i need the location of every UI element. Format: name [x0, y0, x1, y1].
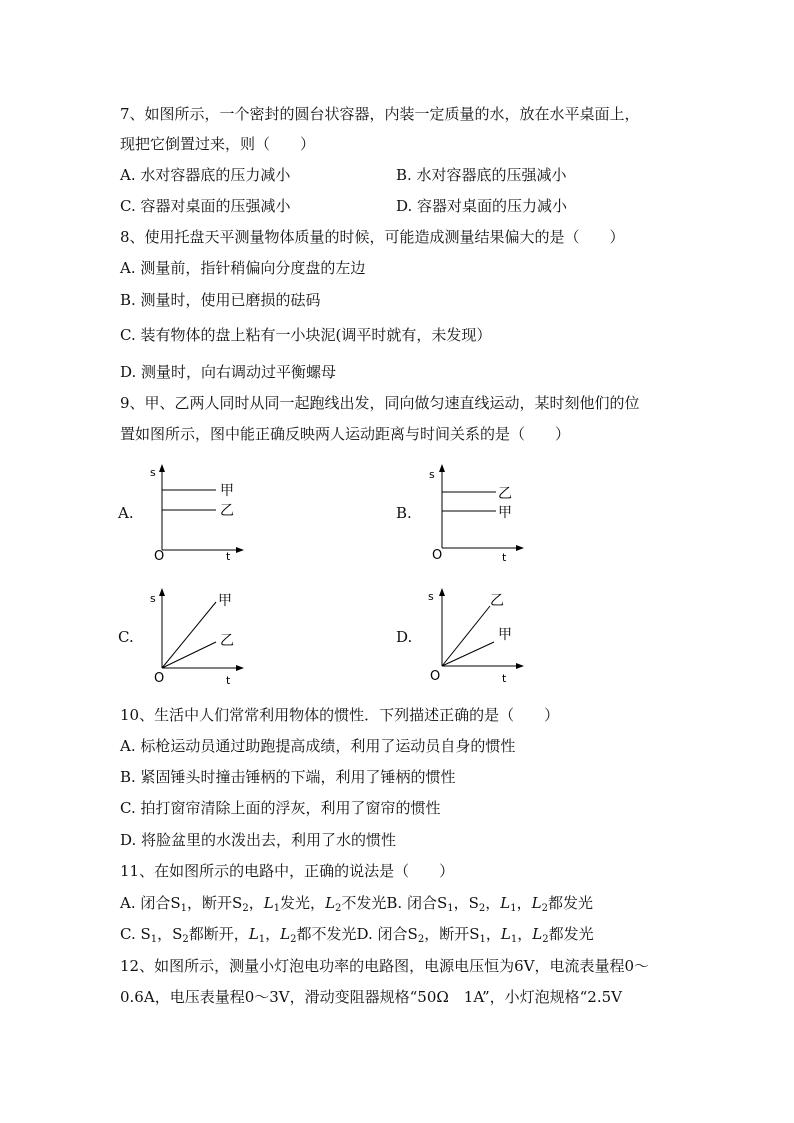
graph-a	[148, 462, 258, 562]
q7-option-b: B. 水对容器底的压强减小	[396, 166, 567, 184]
lamp-l: L	[500, 925, 511, 943]
graph-b-origin-label: O	[432, 548, 443, 563]
q10-stem: 10、生活中人们常常利用物体的惯性．下列描述正确的是（ ）	[120, 706, 560, 724]
graph-d	[428, 586, 538, 686]
graph-d-x-axis-label: t	[502, 672, 507, 685]
lamp-l: L	[500, 894, 511, 912]
graph-d-upper-line	[442, 606, 490, 666]
subscript-1: 1	[180, 903, 188, 914]
q11-b-mid2: ，	[485, 894, 501, 912]
graph-c-x-axis-label: t	[226, 674, 231, 687]
lamp-l: L	[325, 894, 336, 912]
graph-b-upper-label: 乙	[498, 486, 512, 502]
subscript-2: 2	[335, 903, 342, 914]
q11-a-prefix: A. 闭合S	[120, 894, 181, 912]
graph-a-option-label: A.	[118, 504, 134, 522]
graph-b-option-label: B.	[396, 504, 412, 522]
subscript-1: 1	[510, 934, 518, 945]
graph-c	[148, 586, 258, 686]
q7-option-d: D. 容器对桌面的压力减小	[396, 197, 568, 215]
q11-d-mid: ，断开S	[424, 925, 480, 943]
subscript-1: 1	[479, 934, 486, 945]
graph-c-lower-line	[162, 642, 216, 668]
q11-d-tail: 都发光	[548, 925, 594, 943]
q11-options-ab	[120, 893, 593, 919]
lamp-l: L	[531, 894, 542, 912]
graph-c-origin-label: O	[154, 671, 165, 686]
graph-a-lower-label: 乙	[220, 503, 234, 519]
q11-b-mid1: ，S	[453, 894, 479, 912]
graph-c-option-label: C.	[118, 628, 134, 646]
subscript-2: 2	[417, 934, 425, 945]
q7-stem-line2: 现把它倒置过来，则（ ）	[120, 135, 316, 153]
graph-b-lower-label: 甲	[498, 505, 512, 521]
q8-stem: 8、使用托盘天平测量物体质量的时候，可能造成测量结果偏大的是（ ）	[120, 228, 625, 246]
q7-stem-line1: 7、如图所示，一个密封的圆台状容器，内装一定质量的水，放在水平桌面上，	[120, 105, 640, 123]
q11-c-mid2: 都断开，	[188, 925, 249, 943]
subscript-2: 2	[541, 903, 548, 914]
q9-stem-line2: 置如图所示，图中能正确反映两人运动距离与时间关系的是（ ）	[120, 425, 571, 443]
q7-option-a: A. 水对容器底的压力减小	[120, 166, 291, 184]
q10-option-a: A. 标枪运动员通过助跑提高成绩，利用了运动员自身的惯性	[120, 737, 516, 755]
q8-option-c: C. 装有物体的盘上粘有一小块泥(调平时就有，未发现）	[120, 326, 492, 344]
subscript-2: 2	[242, 903, 249, 914]
graph-d-y-axis-label: s	[428, 590, 434, 603]
q11-a-tail2: 不发光B. 闭合S	[341, 894, 448, 912]
graph-a-origin-label: O	[154, 549, 165, 564]
q11-a-tail1: 发光，	[280, 894, 326, 912]
lamp-l: L	[263, 894, 274, 912]
subscript-2: 2	[478, 903, 486, 914]
q8-option-b: B. 测量时，使用已磨损的砝码	[120, 291, 321, 309]
q10-option-c: C. 拍打窗帘清除上面的浮灰，利用了窗帘的惯性	[120, 799, 441, 817]
comma: ，	[516, 894, 532, 912]
subscript-1: 1	[258, 934, 266, 945]
graph-c-lower-label: 乙	[220, 633, 234, 649]
q7-option-c: C. 容器对桌面的压强减小	[120, 197, 291, 215]
graph-b-x-axis-label: t	[502, 551, 507, 564]
comma: ，	[517, 925, 533, 943]
subscript-2: 2	[182, 934, 189, 945]
subscript-2: 2	[542, 934, 549, 945]
q11-b-tail: 都发光	[548, 894, 594, 912]
comma: ，	[248, 894, 264, 912]
graph-b	[428, 462, 538, 562]
q8-option-a: A. 测量前，指针稍偏向分度盘的左边	[120, 259, 366, 277]
graph-d-lower-line	[442, 642, 494, 666]
graph-a-y-axis-label: s	[150, 466, 156, 479]
comma: ，	[485, 925, 501, 943]
q11-c-mid: ，S	[157, 925, 183, 943]
graph-c-upper-line	[162, 602, 216, 668]
q11-c-tail: 都不发光D. 闭合S	[296, 925, 418, 943]
graph-d-lower-label: 甲	[498, 627, 512, 643]
q11-a-mid: ，断开S	[187, 894, 243, 912]
subscript-1: 1	[273, 903, 281, 914]
graph-c-upper-label: 甲	[218, 593, 232, 609]
q10-option-d: D. 将脸盆里的水泼出去，利用了水的惯性	[120, 831, 397, 849]
lamp-l: L	[248, 925, 259, 943]
q10-option-b: B. 紧固锤头时撞击锤柄的下端，利用了锤柄的惯性	[120, 768, 456, 786]
lamp-l: L	[280, 925, 291, 943]
q11-options-cd	[120, 924, 594, 950]
q9-stem-line1: 9、甲、乙两人同时从同一起跑线出发，同向做匀速直线运动，某时刻他们的位	[120, 394, 640, 412]
graph-b-y-axis-label: s	[429, 468, 435, 481]
lamp-l: L	[532, 925, 543, 943]
graph-d-upper-label: 乙	[490, 593, 504, 609]
subscript-1: 1	[447, 903, 454, 914]
q11-c-prefix: C. S	[120, 925, 151, 943]
graph-a-x-axis-label: t	[226, 550, 231, 563]
subscript-2: 2	[290, 934, 297, 945]
q12-stem-line2: 0.6A，电压表量程0～3V，滑动变阻器规格“50Ω 1A”，小灯泡规格“2.5V	[120, 988, 622, 1006]
q12-stem-line1: 12、如图所示，测量小灯泡电功率的电路图，电源电压恒为6V，电流表量程0～	[120, 957, 650, 975]
q8-option-d: D. 测量时，向右调动过平衡螺母	[120, 363, 337, 381]
subscript-1: 1	[150, 934, 158, 945]
graph-a-upper-label: 甲	[220, 483, 234, 499]
subscript-1: 1	[510, 903, 517, 914]
graph-c-y-axis-label: s	[150, 592, 156, 605]
graph-d-origin-label: O	[430, 669, 441, 684]
q11-stem: 11、在如图所示的电路中，正确的说法是（ ）	[120, 862, 455, 880]
comma: ，	[265, 925, 281, 943]
graph-d-option-label: D.	[396, 628, 413, 646]
